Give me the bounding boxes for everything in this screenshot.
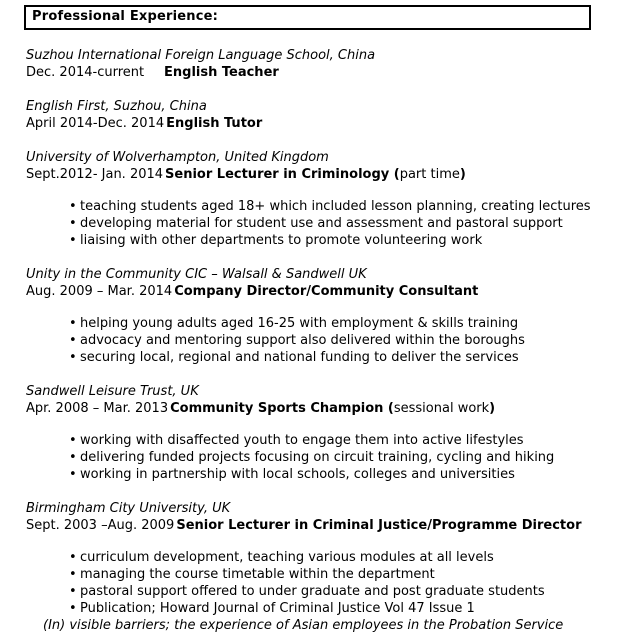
employer-line: Unity in the Community CIC – Walsall & Sandwell UK	[26, 267, 367, 282]
experience-entry	[26, 98, 612, 132]
experience-entry	[26, 500, 612, 634]
job-title: Senior Lecturer in Criminal Justice/Programme Director	[176, 518, 582, 533]
employer-line: English First, Suzhou, China	[26, 99, 207, 114]
experience-entry	[26, 47, 612, 81]
duty-item: • helping young adults aged 16-25 with employment & skills training	[26, 315, 612, 332]
job-title-close: )	[459, 167, 466, 182]
job-title: English Tutor	[166, 116, 263, 131]
experience-entry	[26, 149, 612, 249]
section-title: Professional Experience:	[24, 5, 591, 30]
job-title: Community Sports Champion (	[170, 401, 394, 416]
date-range: April 2014-Dec. 2014	[26, 116, 165, 131]
duties-list	[26, 315, 612, 366]
date-range: Apr. 2008 – Mar. 2013	[26, 401, 169, 416]
job-title-note: sessional work	[393, 401, 490, 416]
date-title-line	[26, 517, 612, 534]
job-title-note: part time	[399, 167, 460, 182]
duty-item: • working in partnership with local schools, colleges and universities	[26, 466, 612, 483]
date-range: Sept. 2003 –Aug. 2009	[26, 518, 175, 533]
employer-line: Birmingham City University, UK	[26, 501, 231, 516]
date-title-line	[26, 283, 612, 300]
duty-item: • Publication; Howard Journal of Criminal Justice Vol 47 Issue 1	[26, 600, 612, 617]
date-range: Dec. 2014-current	[26, 65, 145, 80]
date-range: Sept.2012- Jan. 2014	[26, 167, 164, 182]
job-title-close: )	[489, 401, 496, 416]
publication-note: (In) visible barriers; the experience of Asian employees in the Probation Service	[43, 618, 564, 633]
experience-entry	[26, 266, 612, 366]
date-title-line	[26, 400, 612, 417]
duties-list	[26, 432, 612, 483]
employer-line: University of Wolverhampton, United Kingdom	[26, 150, 329, 165]
experience-entry	[26, 383, 612, 483]
duty-item: • pastoral support offered to under graduate and post graduate students	[26, 583, 612, 600]
job-title: English Teacher	[164, 65, 279, 80]
duty-item: • advocacy and mentoring support also delivered within the boroughs	[26, 332, 612, 349]
job-title: Company Director/Community Consultant	[174, 284, 479, 299]
date-range: Aug. 2009 – Mar. 2014	[26, 284, 173, 299]
duty-item: • teaching students aged 18+ which included lesson planning, creating lectures	[26, 198, 612, 215]
duty-item: • developing material for student use and assessment and pastoral support	[26, 215, 612, 232]
date-title-line	[26, 64, 612, 81]
duty-item: • liaising with other departments to promote volunteering work	[26, 232, 612, 249]
date-title-line	[26, 115, 612, 132]
duties-list	[26, 549, 612, 617]
duty-item: • securing local, regional and national funding to deliver the services	[26, 349, 612, 366]
duties-list	[26, 198, 612, 249]
duty-item: • working with disaffected youth to engage them into active lifestyles	[26, 432, 612, 449]
employer-line: Suzhou International Foreign Language School, China	[26, 48, 376, 63]
date-title-line	[26, 166, 612, 183]
employer-line: Sandwell Leisure Trust, UK	[26, 384, 199, 399]
duty-item: • managing the course timetable within the department	[26, 566, 612, 583]
job-title: Senior Lecturer in Criminology (	[165, 167, 400, 182]
duty-item: • curriculum development, teaching various modules at all levels	[26, 549, 612, 566]
duty-item: • delivering funded projects focusing on circuit training, cycling and hiking	[26, 449, 612, 466]
